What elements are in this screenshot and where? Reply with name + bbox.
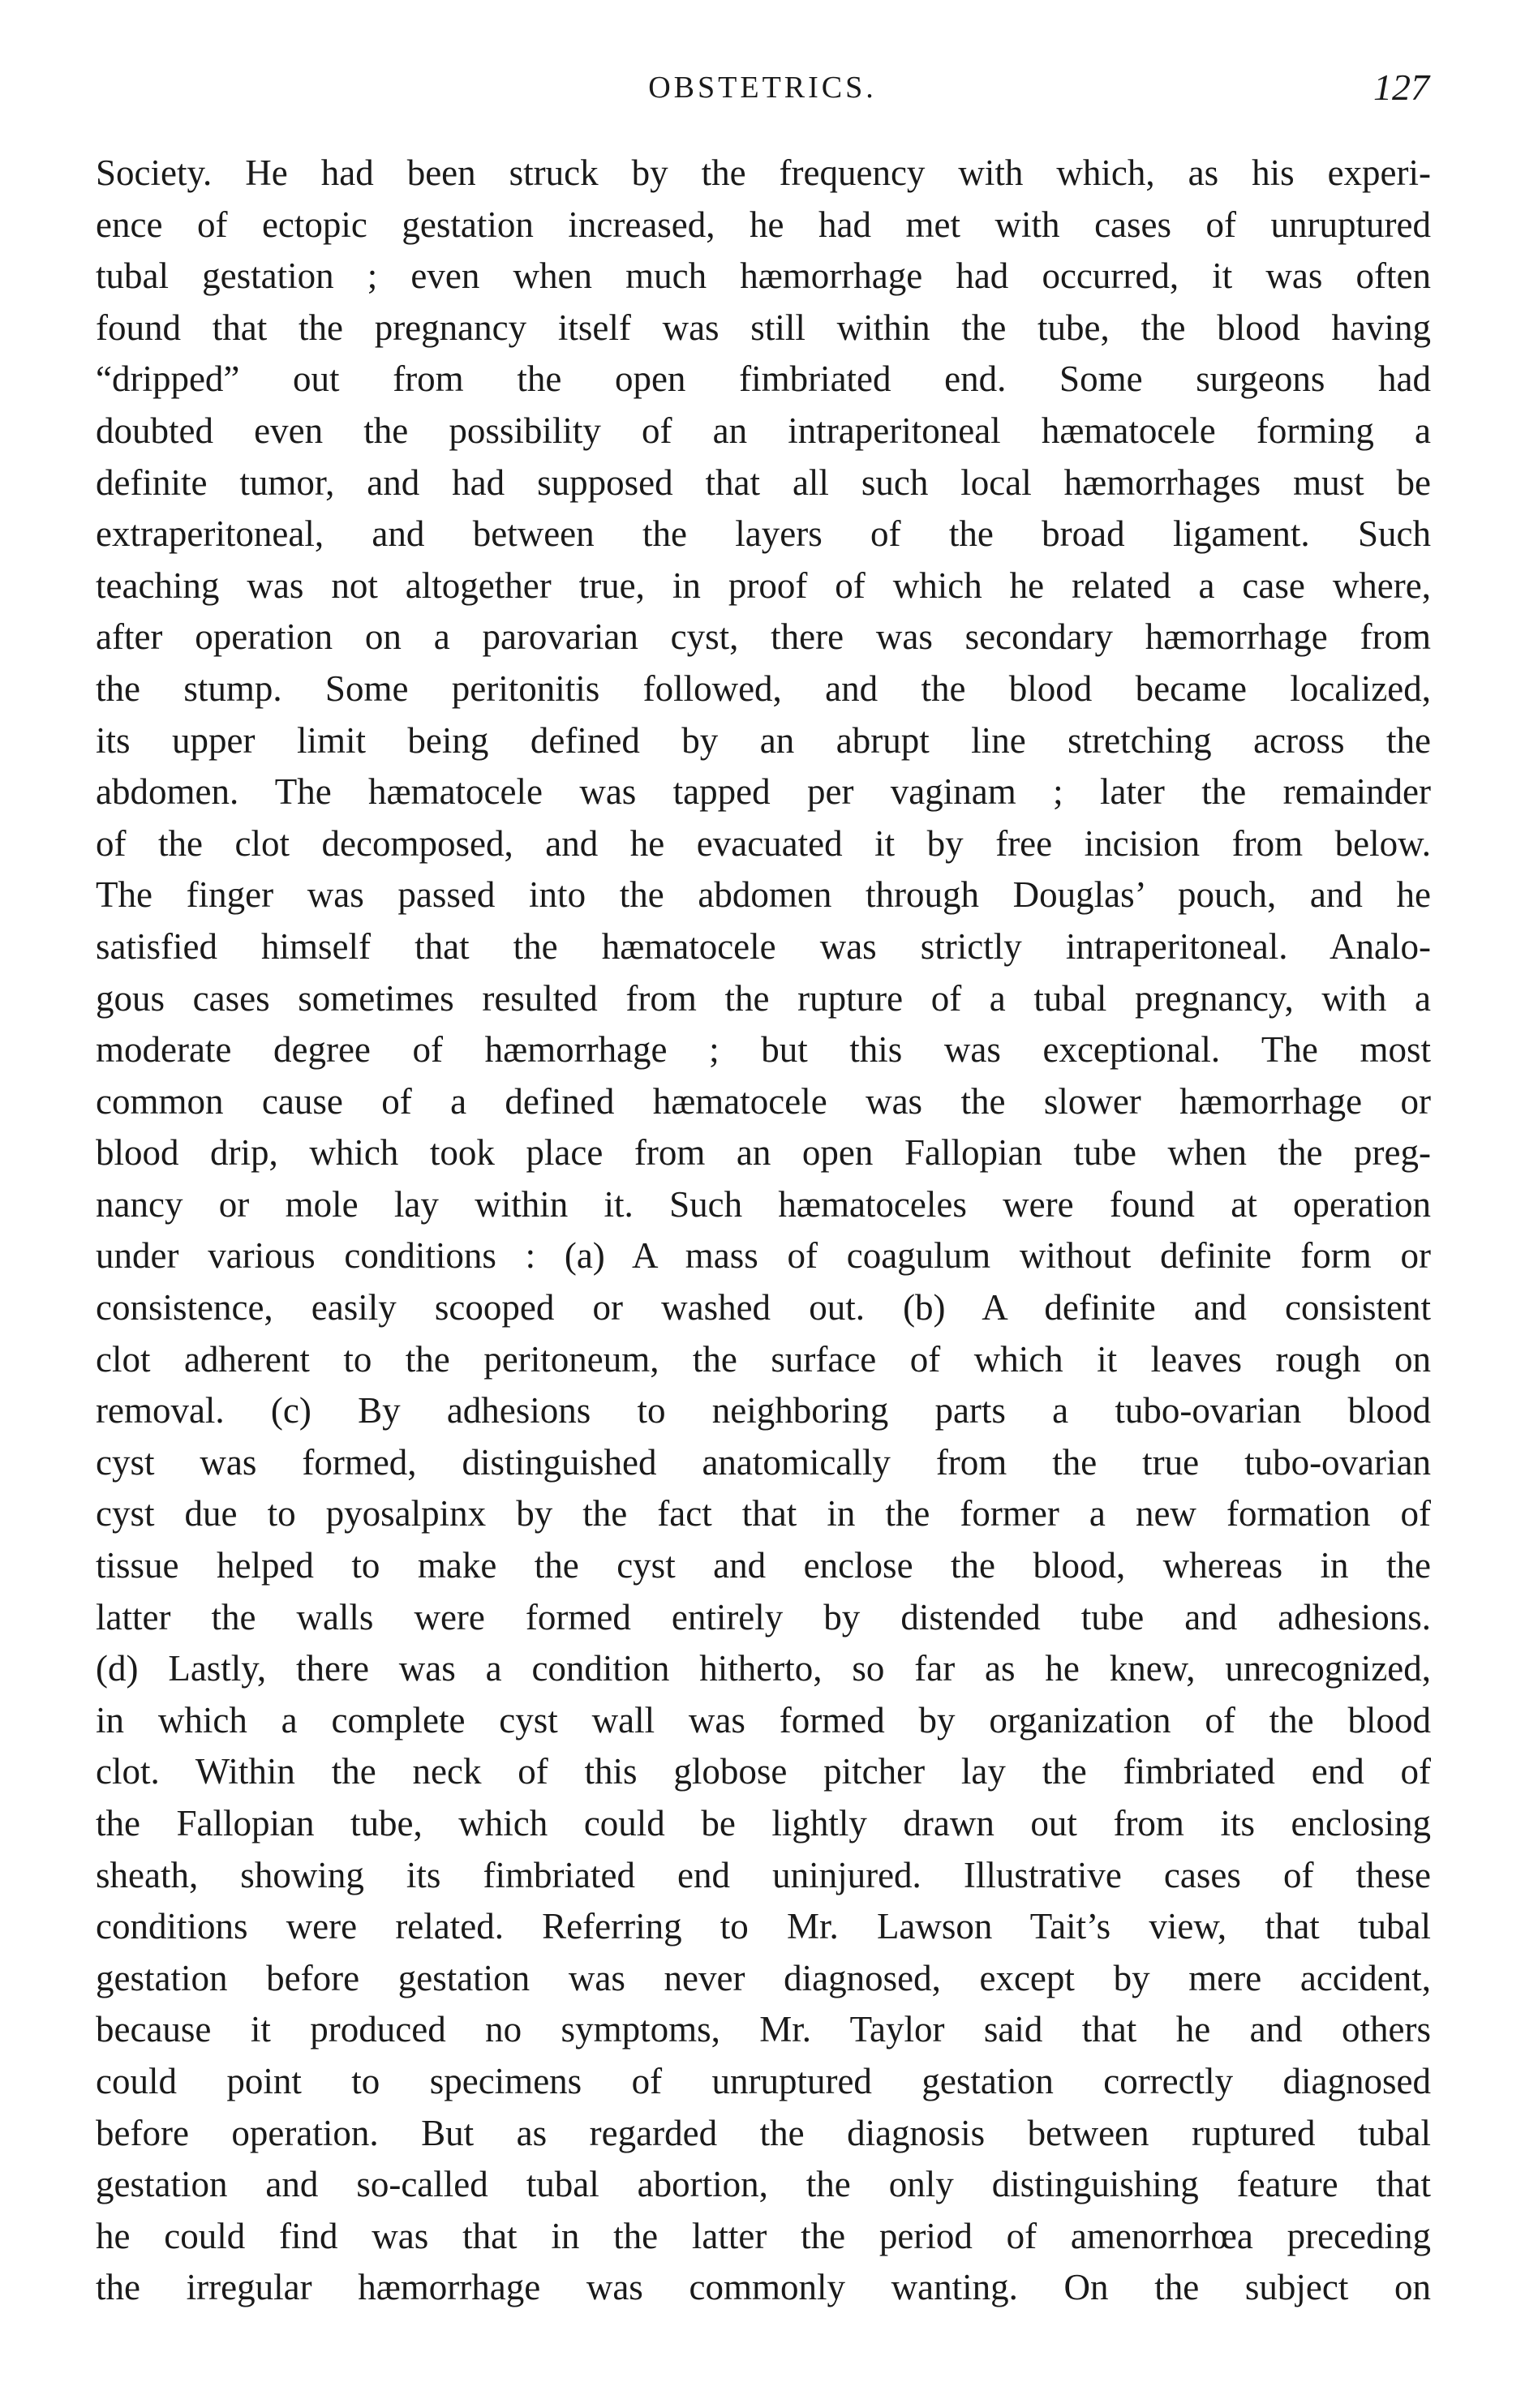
text-line: in which a complete cyst wall was formed by organization of the blood <box>96 1699 1431 1741</box>
text-line: could point to specimens of unruptured gestation correctly diagnosed <box>96 2060 1431 2101</box>
text-line: moderate degree of hæmorrhage ; but this was exceptional. The most <box>96 1029 1431 1071</box>
text-line: The finger was passed into the abdomen through Douglas’ pouch, and he <box>96 874 1431 916</box>
text-line: definite tumor, and had supposed that all such local hæmorrhages must be <box>96 461 1431 503</box>
text-line: gestation and so-called tubal abortion, the only distinguishing feature that <box>96 2164 1431 2205</box>
text-line: blood drip, which took place from an open Fallopian tube when the preg- <box>96 1132 1431 1174</box>
text-line: doubted even the possibility of an intraperitoneal hæmatocele forming a <box>96 410 1431 451</box>
text-line: after operation on a parovarian cyst, there was secondary hæmorrhage from <box>96 616 1431 658</box>
text-line: the stump. Some peritonitis followed, and the blood became localized, <box>96 667 1431 709</box>
text-line: of the clot decomposed, and he evacuated it by free incision from below. <box>96 822 1431 864</box>
text-line: conditions were related. Referring to Mr. Lawson Tait’s view, that tubal <box>96 1906 1431 1947</box>
text-line: cyst was formed, distinguished anatomically from the true tubo-ovarian <box>96 1441 1431 1483</box>
text-line: (d) Lastly, there was a condition hitherto, so far as he knew, unrecognized, <box>96 1648 1431 1689</box>
text-line: tissue helped to make the cyst and enclose the blood, whereas in the <box>96 1545 1431 1586</box>
text-line: gestation before gestation was never diagnosed, except by mere accident, <box>96 1957 1431 1998</box>
text-line: teaching was not altogether true, in proof of which he related a case where, <box>96 564 1431 606</box>
text-line: removal. (c) By adhesions to neighboring parts a tubo-ovarian blood <box>96 1390 1431 1431</box>
text-line: found that the pregnancy itself was still within the tube, the blood having <box>96 307 1431 348</box>
text-line: latter the walls were formed entirely by distended tube and adhesions. <box>96 1596 1431 1638</box>
text-line: the irregular hæmorrhage was commonly wanting. On the subject on <box>96 2267 1431 2308</box>
text-line: cyst due to pyosalpinx by the fact that in the former a new formation of <box>96 1493 1431 1535</box>
text-line: “dripped” out from the open fimbriated end. Some surgeons had <box>96 358 1431 400</box>
text-line: gous cases sometimes resulted from the rupture of a tubal pregnancy, with a <box>96 977 1431 1019</box>
running-head <box>96 63 1429 112</box>
text-line: common cause of a defined hæmatocele was the slower hæmorrhage or <box>96 1080 1431 1122</box>
text-line: sheath, showing its fimbriated end uninjured. Illustrative cases of these <box>96 1854 1431 1895</box>
body-text <box>96 148 1431 2314</box>
text-line: before operation. But as regarded the diagnosis between ruptured tubal <box>96 2112 1431 2153</box>
text-line: extraperitoneal, and between the layers of the broad ligament. Such <box>96 513 1431 555</box>
text-line: clot. Within the neck of this globose pitcher lay the fimbriated end of <box>96 1751 1431 1792</box>
text-line: its upper limit being defined by an abrupt line stretching across the <box>96 719 1431 761</box>
text-line: he could find was that in the latter the period of amenorrhœa preceding <box>96 2215 1431 2256</box>
text-line: under various conditions : (a) A mass of coagulum without definite form or <box>96 1235 1431 1277</box>
text-line: the Fallopian tube, which could be lightly drawn out from its enclosing <box>96 1803 1431 1844</box>
text-line: nancy or mole lay within it. Such hæmatoceles were found at operation <box>96 1183 1431 1225</box>
text-line: abdomen. The hæmatocele was tapped per vaginam ; later the remainder <box>96 771 1431 813</box>
text-line: Society. He had been struck by the frequency with which, as his experi- <box>96 152 1431 193</box>
page-number: 127 <box>1373 67 1429 108</box>
text-line: because it produced no symptoms, Mr. Taylor said that he and others <box>96 2009 1431 2050</box>
text-line: ence of ectopic gestation increased, he had met with cases of unruptured <box>96 204 1431 245</box>
text-line: clot adherent to the peritoneum, the surface of which it leaves rough on <box>96 1338 1431 1380</box>
text-line: satisfied himself that the hæmatocele was strictly intraperitoneal. Analo- <box>96 925 1431 967</box>
running-title: OBSTETRICS. <box>648 71 877 105</box>
text-line: tubal gestation ; even when much hæmorrhage had occurred, it was often <box>96 255 1431 297</box>
text-line: consistence, easily scooped or washed out. (b) A definite and consistent <box>96 1287 1431 1328</box>
